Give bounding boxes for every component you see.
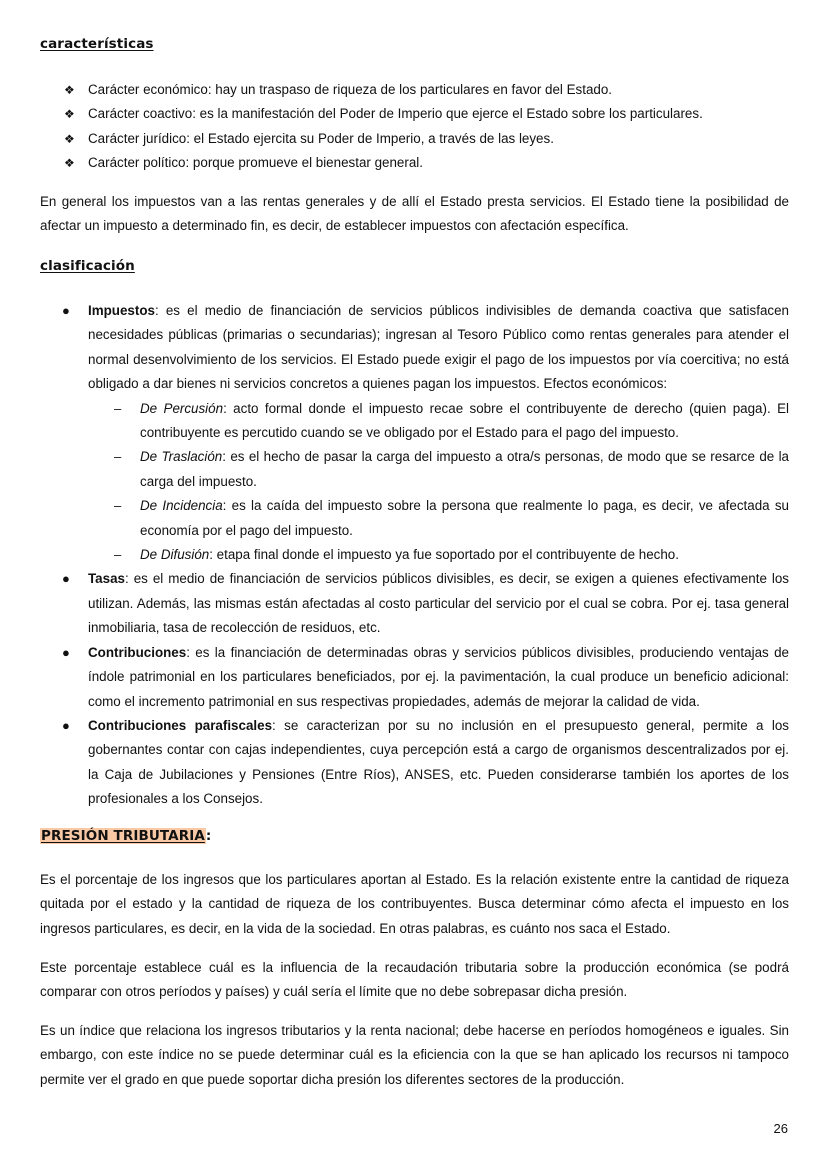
list-item: – De Difusión: etapa final donde el impuesto ya fue soportado por el contribuyente de hecho. bbox=[40, 543, 789, 567]
bullet-icon: ● bbox=[62, 571, 70, 587]
presion-paragraph-1: Es el porcentaje de los ingresos que los particulares aportan al Estado. Es la relación existente entre la cantidad de riqueza quitada por el estado y la cantidad de riqueza de los contribuyentes. Busca determinar cómo afecta el impuesto en los ingresos particulares, es decir, en la vida de la sociedad. En otras palabras, es cuánto nos saca el Estado. bbox=[40, 872, 789, 936]
dash-icon: – bbox=[114, 547, 122, 563]
list-item-contribuciones: ● Contribuciones: es la financiación de determinadas obras y servicios públicos divisibles, produciendo ventajas de índole patrimonial en los particulares beneficiados, por ej. la pavimentación, la cual produce un beneficio adicional: como el incremento patrimonial en sus respectivas propiedades, además de mejorar la calidad de vida. bbox=[40, 641, 789, 714]
list-item-parafiscales: ● Contribuciones parafiscales: se caracterizan por su no inclusión en el presupuesto general, permite a los gobernantes contar con cajas independientes, cuya percepción está a cargo de organismos descentralizados por ej. la Caja de Jubilaciones y Pensiones (Entre Ríos), ANSES, etc. Pueden considerarse también los aportes de los profesionales a los Consejos. bbox=[40, 714, 789, 812]
list-item: – De Traslación: es el hecho de pasar la carga del impuesto a otra/s personas, de modo que se resarce de la carga del impuesto. bbox=[40, 445, 789, 494]
presion-paragraph-2: Este porcentaje establece cuál es la influencia de la recaudación tributaria sobre la producción económica (se podrá comparar con otros períodos y países) y cuál sería el límite que no debe sobrepasar dicha presión. bbox=[40, 960, 789, 1000]
diamond-bullet-icon: ❖ bbox=[64, 107, 75, 122]
list-item: – De Percusión: acto formal donde el impuesto recae sobre el contribuyente de derecho (quien paga). El contribuyente es percutido cuando se ve obligado por el Estado para el pago del impuesto. bbox=[40, 397, 789, 446]
dash-icon: – bbox=[114, 498, 122, 514]
list-item: ❖ Carácter político: porque promueve el bienestar general. bbox=[40, 151, 789, 175]
list-item-impuestos: ● Impuestos: es el medio de financiación de servicios públicos indivisibles de demanda coactiva que satisfacen necesidades públicas (primarias o secundarias); ingresan al Tesoro Público como rentas generales para atender el normal desenvolvimiento de los servicios. El Estado puede exigir el pago de los impuestos por vía coercitiva; no está obligado a dar bienes ni servicios concretos a quienes pagan los impuestos. Efectos económicos: – De Percusión: acto formal donde el impuesto recae sobre el contribuyente de derecho (quien paga). El contribuyente es percutido cuando se ve obligado por el Estado para el pago del impuesto. – De Traslación: es el hecho de pasar la carga del impuesto a otra/s personas, de modo que se resarce de la carga del impuesto. – De Incidencia: es la caída del impuesto sobre la persona que realmente lo paga, es decir, ve afectada su economía por el pago del impuesto. – De Difusión: etapa final donde el impuesto ya fue soportado por el contribuyente de hecho. bbox=[40, 299, 789, 567]
caracteristicas-list bbox=[40, 78, 789, 176]
presion-paragraph-3: Es un índice que relaciona los ingresos tributarios y la renta nacional; debe hacerse en períodos homogéneos e iguales. Sin embargo, con este índice no se puede determinar cuál es la eficiencia con la que se han aplicado los recursos ni tampoco permite ver el grado en que puede soportar dicha presión los diferentes sectores de la producción. bbox=[40, 1023, 789, 1087]
bullet-icon: ● bbox=[62, 644, 70, 660]
bullet-icon: ● bbox=[62, 717, 70, 733]
bullet-icon: ● bbox=[62, 303, 70, 318]
list-item: ❖ Carácter económico: hay un traspaso de riqueza de los particulares en favor del Estado. bbox=[40, 78, 789, 102]
intro-paragraph: En general los impuestos van a las rentas generales y de allí el Estado presta servicios. El Estado tiene la posibilidad de afectar un impuesto a determinado fin, es decir, de establecer impuestos con afectación específica. bbox=[40, 194, 789, 234]
clasificacion-list bbox=[40, 299, 789, 812]
heading-presion-tributaria: PRESIÓN TRIBUTARIA: bbox=[41, 828, 212, 844]
efectos-list bbox=[88, 397, 789, 568]
list-item: ❖ Carácter coactivo: es la manifestación del Poder de Imperio que ejerce el Estado sobre los particulares. bbox=[40, 102, 789, 126]
dash-icon: – bbox=[114, 400, 122, 416]
list-item-tasas: ● Tasas: es el medio de financiación de servicios públicos divisibles, es decir, se exigen a quienes efectivamente los utilizan. Además, las mismas están afectadas al costo particular del servicio por el cual se cobra. Por ej. tasa general inmobiliaria, tasa de recolección de residuos, etc. bbox=[40, 567, 789, 640]
diamond-bullet-icon: ❖ bbox=[64, 131, 75, 146]
heading-caracteristicas: características bbox=[40, 36, 154, 52]
dash-icon: – bbox=[114, 449, 122, 465]
list-item: – De Incidencia: es la caída del impuesto sobre la persona que realmente lo paga, es decir, ve afectada su economía por el pago del impuesto. bbox=[40, 494, 789, 543]
diamond-bullet-icon: ❖ bbox=[64, 83, 75, 97]
page-number: 26 bbox=[773, 1121, 788, 1136]
diamond-bullet-icon: ❖ bbox=[64, 156, 75, 171]
heading-clasificacion: clasificación bbox=[40, 258, 135, 274]
list-item: ❖ Carácter jurídico: el Estado ejercita su Poder de Imperio, a través de las leyes. bbox=[40, 127, 789, 151]
